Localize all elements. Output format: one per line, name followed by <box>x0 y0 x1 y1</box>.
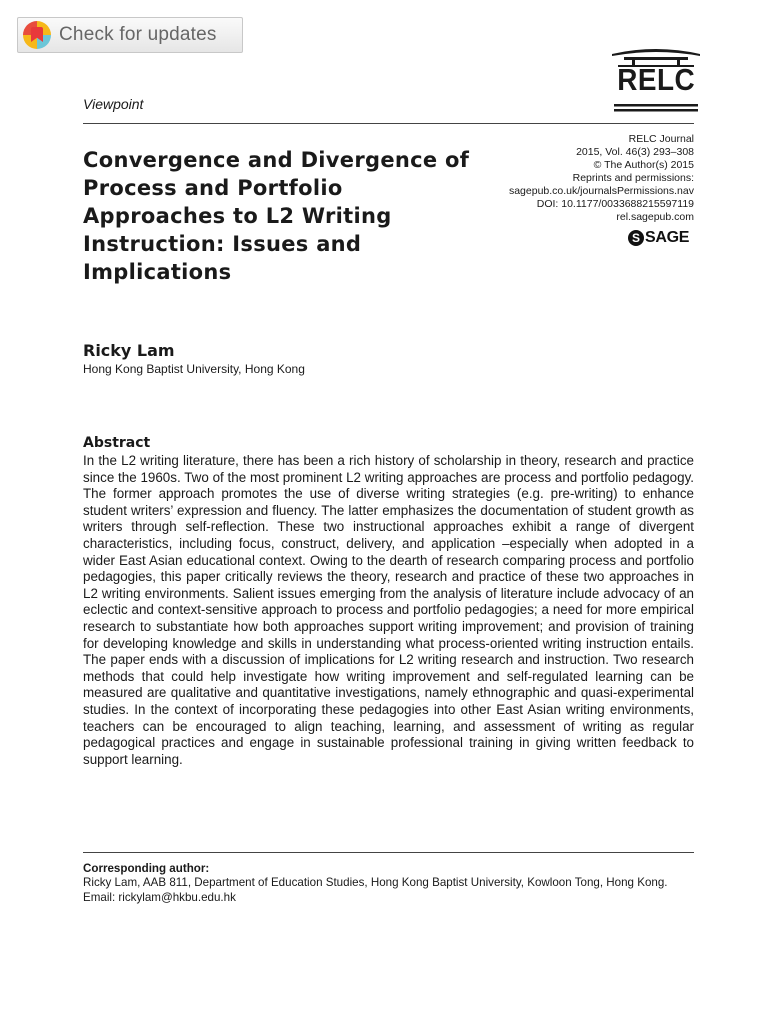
corresponding-author-email[interactable]: Email: rickylam@hkbu.edu.hk <box>83 890 236 904</box>
journal-doi[interactable]: DOI: 10.1177/0033688215597119 <box>536 198 694 210</box>
crossmark-icon <box>23 21 51 49</box>
relc-logo-text: RELC <box>617 62 696 97</box>
journal-copyright: © The Author(s) 2015 <box>593 159 694 171</box>
journal-reprints: Reprints and permissions: <box>572 172 694 184</box>
journal-permissions-link[interactable]: sagepub.co.uk/journalsPermissions.nav <box>508 185 694 197</box>
journal-name: RELC Journal <box>628 133 694 145</box>
author-affiliation: Hong Kong Baptist University, Hong Kong <box>83 362 305 376</box>
check-for-updates-button[interactable] <box>17 17 243 53</box>
author-name: Ricky Lam <box>83 341 175 360</box>
corresponding-author-label: Corresponding author: <box>83 862 210 875</box>
check-for-updates-label: Check for updates <box>59 24 217 45</box>
article-title: Convergence and Divergence of Process and Portfolio Approaches to L2 Writing Instruction: Issues and Implications <box>83 148 470 284</box>
journal-website-link[interactable]: rel.sagepub.com <box>616 211 694 223</box>
sage-logo <box>628 229 689 247</box>
journal-volume: 2015, Vol. 46(3) 293–308 <box>576 146 694 158</box>
sage-logo-icon: S <box>628 230 644 246</box>
section-label: Viewpoint <box>83 96 144 112</box>
header-divider <box>83 123 694 124</box>
journal-info <box>509 133 694 224</box>
corresponding-author-address: Ricky Lam, AAB 811, Department of Education Studies, Hong Kong Baptist University, Kowloon Tong, Hong Kong. <box>83 876 668 890</box>
corresponding-author <box>83 862 694 905</box>
abstract-text: In the L2 writing literature, there has been a rich history of scholarship in theory, research and practice since the 1960s. Two of the most prominent L2 writing approaches are process and portfolio pedagogy. The former approach promotes the use of diverse writing strategies (e.g. pre-writing) to enhance student writers’ expression and fluency. The latter emphasizes the documentation of student growth as writers through self-reflection. These two instructional approaches exhibit a range of divergent characteristics, including focus, construct, delivery, and application –especially when adopted in a wider East Asian educational context. Owing to the dearth of research comparing process and portfolio pedagogies, this paper critically reviews the theory, research and practice of these two approaches in L2 writing environments. Salient issues emerging from the analysis of literature include advocacy of an eclectic and context-sensitive approach to process and portfolio pedagogies; a need for more empirical research to substantiate how both approaches support writing improvement; and provision of training for developing knowledge and skills in understanding what process-oriented writing instruction entails. The paper ends with a discussion of implications for L2 writing research and instruction. Two research methods that could help investigate how writing improvement and self-regulated learning can be measured are qualitative and quantitative investigations, namely ethnographic and quasi-experimental studies. In the context of incorporating these pedagogies into other East Asian writing environments, teachers can be encouraged to align teaching, learning, and assessment of writing as regular pedagogical practices and engage in sustainable professional training in giving written feedback to support learning. <box>83 453 694 767</box>
footnote-divider <box>83 852 694 853</box>
abstract-heading: Abstract <box>83 435 151 451</box>
sage-logo-text: SAGE <box>645 229 690 246</box>
